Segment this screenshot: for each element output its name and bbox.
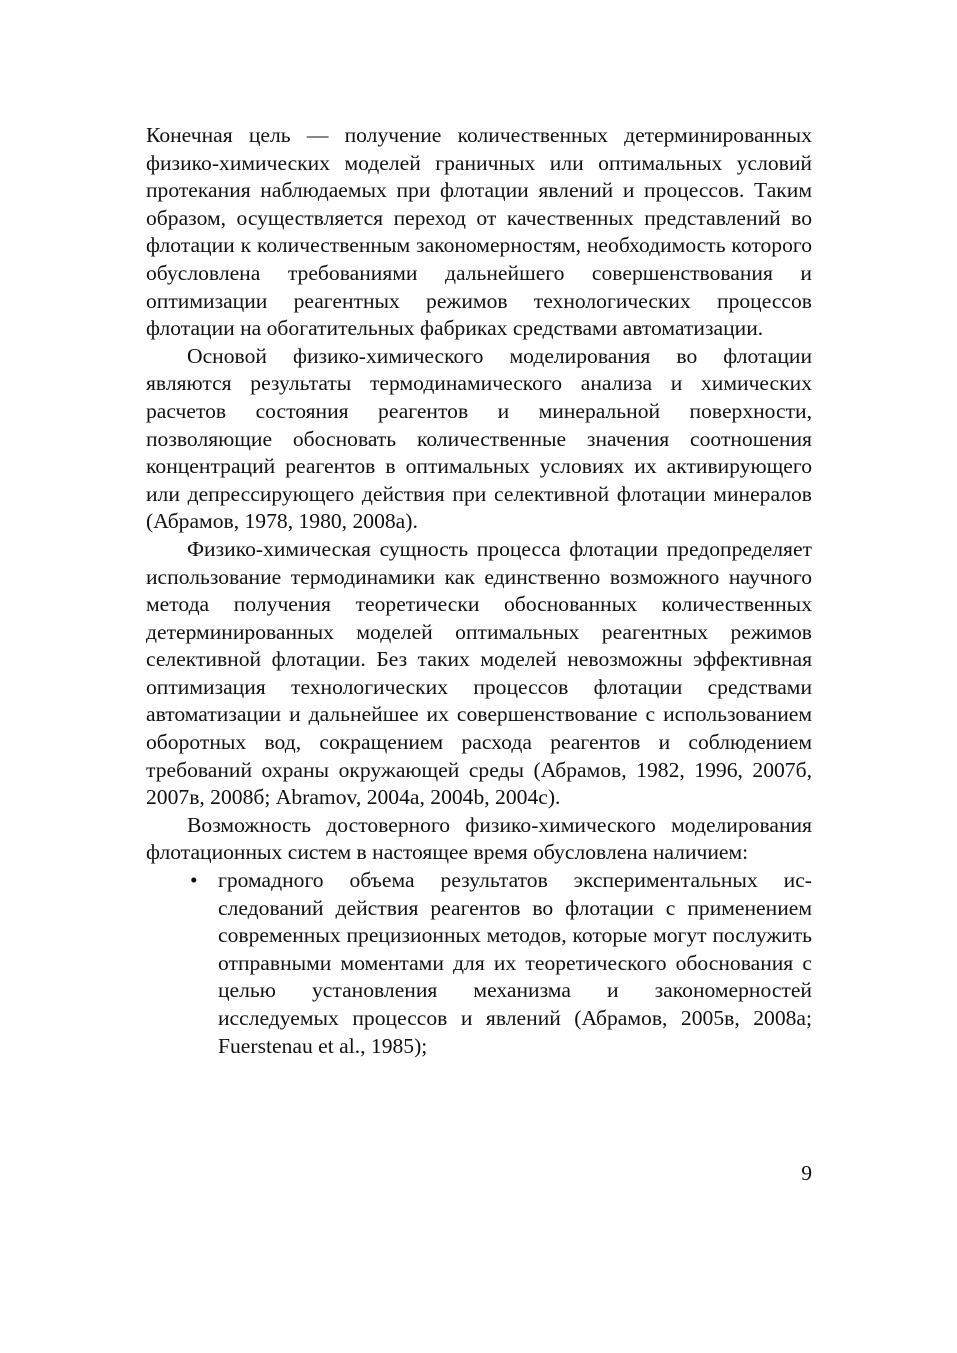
bullet-marker: • xyxy=(190,868,198,893)
page-body xyxy=(146,122,812,1060)
bullet-item xyxy=(190,867,812,1060)
paragraph-2: Основой физико-химического моделирования во флотации являются результаты термодинамического анализа и химических расчетов состояния реагентов и минеральной поверхности, позволяющие обосновать количественные значения соотношения концентраций реагентов в оптимальных условиях их активирующего или депрессирующего действия при селективной флотации минералов (Абрамов, 1978, 1980, 2008а). xyxy=(146,343,812,534)
paragraph-4: Возможность достоверного физико-химического моделирования флотационных систем в настоящее время обусловлена наличием: xyxy=(146,812,812,865)
page-number: 9 xyxy=(801,1161,812,1185)
bullet-text: громадного объема результатов экспериментальных исследований действия реагентов во флотации с применением современных прецизионных методов, которые могут послужить отправными моментами для их теоретического обоснования с целью установления механизма и закономерностей исследуемых процессов и явлений (Абрамов, 2005в, 2008а; Fuerstenau et al., 1985); xyxy=(218,868,812,1058)
paragraph-1: Конечная цель — получение количественных детерминированных физико-химических моделей граничных или оптимальных условий протекания наблюдаемых при флотации явлений и процессов. Таким образом, осуществляется переход от качественных представлений во флотации к количественным закономерностям, необходимость которого обусловлена требованиями дальнейшего совершенствования и оптимизации реагентных режимов технологических процессов флотации на обогатительных фабриках средствами автоматизации. xyxy=(146,123,812,341)
bullet-list xyxy=(146,867,812,1060)
paragraph-3: Физико-химическая сущность процесса флотации предопределяет использование термодинамики как единственно возможного научного метода получения теоретически обоснованных количественных детерминированных моделей оптимальных реагентных режимов селективной флотации. Без таких моделей невозможны эффективная оптимизация технологических процессов флотации средствами автоматизации и дальнейшее их совершенствование с использованием оборотных вод, сокращением расхода реагентов и соблюдением требований охраны окружающей среды (Абрамов, 1982, 1996, 2007б, 2007в, 2008б; Abramov, 2004a, 2004b, 2004c). xyxy=(146,536,812,810)
